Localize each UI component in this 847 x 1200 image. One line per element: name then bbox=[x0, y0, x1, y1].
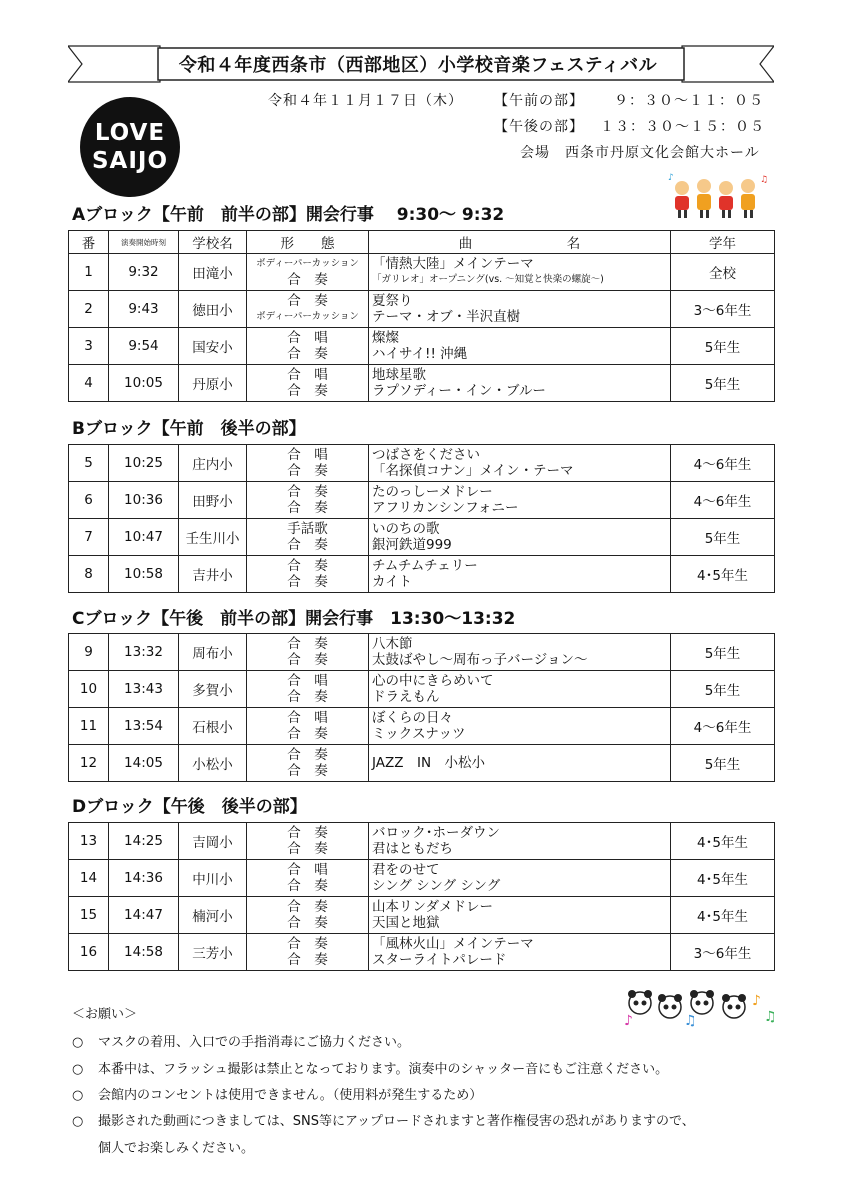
form-line: 合 奏 bbox=[287, 825, 328, 841]
form-line: ボディーパーカッション bbox=[256, 258, 359, 269]
row-form bbox=[247, 823, 369, 860]
form-line: 合 唱 bbox=[287, 447, 328, 463]
row-time: 14:05 bbox=[109, 745, 179, 782]
row-num: 5 bbox=[69, 445, 109, 482]
svg-text:♫: ♫ bbox=[760, 175, 768, 185]
header-song: 曲 名 bbox=[369, 231, 671, 254]
row-school: 中川小 bbox=[179, 860, 247, 897]
row-num: 8 bbox=[69, 556, 109, 593]
row-grade: 5年生 bbox=[671, 328, 775, 365]
row-school: 小松小 bbox=[179, 745, 247, 782]
row-grade: 4･5年生 bbox=[671, 823, 775, 860]
row-time: 10:36 bbox=[109, 482, 179, 519]
note-text: 撮影された動画につきましては、SNS等にアップロードされますと著作権侵害の恐れがありますので、 bbox=[98, 1114, 695, 1129]
row-song bbox=[369, 897, 671, 934]
row-grade: 4～6年生 bbox=[671, 708, 775, 745]
song-line: ラプソディー・イン・ブルー bbox=[372, 383, 546, 399]
row-time: 9:43 bbox=[109, 291, 179, 328]
row-form bbox=[247, 897, 369, 934]
form-line: 合 奏 bbox=[287, 484, 328, 500]
note-text: 会館内のコンセントは使用できません。（使用料が発生するため） bbox=[98, 1088, 483, 1103]
form-line: 合 奏 bbox=[287, 383, 328, 399]
block-c-table bbox=[68, 633, 775, 782]
row-school: 吉井小 bbox=[179, 556, 247, 593]
row-grade: 3～6年生 bbox=[671, 934, 775, 971]
block-b-heading: Bブロック【午前 後半の部】 bbox=[72, 419, 306, 439]
row-num: 1 bbox=[69, 254, 109, 291]
row-form bbox=[247, 745, 369, 782]
song-line: 銀河鉄道999 bbox=[372, 537, 452, 553]
row-time: 13:54 bbox=[109, 708, 179, 745]
row-num: 2 bbox=[69, 291, 109, 328]
form-line: 合 奏 bbox=[287, 747, 328, 763]
row-form bbox=[247, 291, 369, 328]
song-line: ミックスナッツ bbox=[372, 726, 466, 742]
row-grade: 5年生 bbox=[671, 745, 775, 782]
form-line: 合 奏 bbox=[287, 636, 328, 652]
song-line: 燦燦 bbox=[372, 330, 399, 346]
table-row bbox=[69, 671, 775, 708]
row-song bbox=[369, 482, 671, 519]
row-num: 3 bbox=[69, 328, 109, 365]
row-num: 9 bbox=[69, 634, 109, 671]
row-grade: 5年生 bbox=[671, 671, 775, 708]
svg-text:♪: ♪ bbox=[752, 993, 761, 1009]
row-song bbox=[369, 254, 671, 291]
form-line: 合 奏 bbox=[287, 899, 328, 915]
row-form bbox=[247, 671, 369, 708]
logo-line-1: LOVE bbox=[94, 120, 166, 146]
row-grade: 4～6年生 bbox=[671, 482, 775, 519]
am-session-time: ９：３０～１１：０５ bbox=[614, 93, 764, 109]
row-song bbox=[369, 860, 671, 897]
row-form bbox=[247, 860, 369, 897]
pm-session-time: １３：３０～１５：０５ bbox=[600, 119, 765, 135]
row-song bbox=[369, 291, 671, 328]
song-line: 太鼓ばやし～周布っ子バージョン～ bbox=[372, 652, 588, 668]
song-line: 夏祭り bbox=[372, 293, 413, 309]
song-line: 心の中にきらめいて bbox=[372, 673, 494, 689]
header-school: 学校名 bbox=[179, 231, 247, 254]
row-school: 国安小 bbox=[179, 328, 247, 365]
row-form bbox=[247, 365, 369, 402]
header-grade: 学年 bbox=[671, 231, 775, 254]
venue: 会場 西条市丹原文化会館大ホール bbox=[520, 145, 760, 161]
row-grade: 4･5年生 bbox=[671, 897, 775, 934]
row-form bbox=[247, 519, 369, 556]
note-text: 本番中は、フラッシュ撮影は禁止となっております。演奏中のシャッター音にもご注意ください。 bbox=[98, 1062, 669, 1077]
table-row bbox=[69, 445, 775, 482]
song-line: スターライトパレード bbox=[372, 952, 507, 968]
song-line: シング シング シング bbox=[372, 878, 501, 894]
block-c-heading: Cブロック【午後 前半の部】開会行事 13:30～13:32 bbox=[72, 609, 516, 629]
row-form bbox=[247, 482, 369, 519]
song-line: ドラえもん bbox=[372, 689, 440, 705]
song-line: 天国と地獄 bbox=[372, 915, 440, 931]
form-line: 合 奏 bbox=[287, 500, 328, 516]
table-row bbox=[69, 745, 775, 782]
row-school: 多賀小 bbox=[179, 671, 247, 708]
row-song bbox=[369, 519, 671, 556]
table-row bbox=[69, 897, 775, 934]
row-num: 12 bbox=[69, 745, 109, 782]
svg-text:♫: ♫ bbox=[764, 1009, 777, 1025]
row-school: 吉岡小 bbox=[179, 823, 247, 860]
row-form bbox=[247, 556, 369, 593]
note-item bbox=[72, 1058, 668, 1077]
row-form bbox=[247, 328, 369, 365]
row-time: 14:47 bbox=[109, 897, 179, 934]
row-time: 9:54 bbox=[109, 328, 179, 365]
row-song bbox=[369, 365, 671, 402]
row-time: 13:43 bbox=[109, 671, 179, 708]
row-grade: 3～6年生 bbox=[671, 291, 775, 328]
row-school: 田野小 bbox=[179, 482, 247, 519]
form-line: 合 奏 bbox=[287, 878, 328, 894]
bullet-icon: ○ bbox=[72, 1088, 84, 1103]
row-num: 14 bbox=[69, 860, 109, 897]
row-time: 10:25 bbox=[109, 445, 179, 482]
row-time: 10:47 bbox=[109, 519, 179, 556]
panda-music-illustration bbox=[620, 985, 780, 1027]
row-num: 4 bbox=[69, 365, 109, 402]
song-line: バロック･ホーダウン bbox=[372, 825, 500, 841]
row-school: 丹原小 bbox=[179, 365, 247, 402]
form-line: 合 奏 bbox=[287, 652, 328, 668]
form-line: 合 奏 bbox=[287, 763, 328, 779]
song-line: チムチムチェリー bbox=[372, 558, 478, 574]
row-school: 石根小 bbox=[179, 708, 247, 745]
row-form bbox=[247, 708, 369, 745]
form-line: 合 奏 bbox=[287, 558, 328, 574]
table-row bbox=[69, 860, 775, 897]
song-line: カイト bbox=[372, 574, 413, 590]
children-singing-illustration bbox=[668, 172, 768, 220]
svg-text:♪: ♪ bbox=[668, 173, 674, 183]
event-date: 令和４年１１月１７日（木） bbox=[268, 93, 463, 109]
song-line: つばさをください bbox=[372, 447, 480, 463]
table-header-row bbox=[69, 231, 775, 254]
block-a-table bbox=[68, 230, 775, 402]
song-line: 山本リンダメドレー bbox=[372, 899, 493, 915]
row-grade: 4～6年生 bbox=[671, 445, 775, 482]
form-line: 合 唱 bbox=[287, 862, 328, 878]
row-song bbox=[369, 708, 671, 745]
table-row bbox=[69, 482, 775, 519]
row-grade: 4･5年生 bbox=[671, 556, 775, 593]
form-line: 合 唱 bbox=[287, 673, 328, 689]
table-row bbox=[69, 708, 775, 745]
form-line: 合 奏 bbox=[287, 272, 328, 288]
form-line: 手話歌 bbox=[287, 521, 328, 537]
row-form bbox=[247, 254, 369, 291]
row-form bbox=[247, 634, 369, 671]
note-item bbox=[72, 1110, 695, 1129]
block-a-heading: Aブロック【午前 前半の部】開会行事 9:30～ 9:32 bbox=[72, 205, 505, 225]
row-num: 6 bbox=[69, 482, 109, 519]
row-school: 三芳小 bbox=[179, 934, 247, 971]
row-song bbox=[369, 745, 671, 782]
row-form bbox=[247, 934, 369, 971]
page-title: 令和４年度西条市（西部地区）小学校音楽フェスティバル bbox=[178, 55, 658, 76]
note-text: マスクの着用、入口での手指消毒にご協力ください。 bbox=[98, 1035, 411, 1050]
header-form: 形 態 bbox=[247, 231, 369, 254]
form-line: 合 奏 bbox=[287, 726, 328, 742]
song-line: 「名探偵コナン」メイン・テーマ bbox=[372, 463, 574, 479]
row-time: 10:05 bbox=[109, 365, 179, 402]
form-line: 合 奏 bbox=[287, 537, 328, 553]
logo-line-2: SAIJO bbox=[91, 148, 169, 174]
song-line: 君はともだち bbox=[372, 841, 453, 857]
song-line: 君をのせて bbox=[372, 862, 440, 878]
row-time: 13:32 bbox=[109, 634, 179, 671]
block-b-table bbox=[68, 444, 775, 593]
form-line: 合 奏 bbox=[287, 574, 328, 590]
form-line: 合 奏 bbox=[287, 952, 328, 968]
table-row bbox=[69, 519, 775, 556]
form-line: 合 奏 bbox=[287, 689, 328, 705]
row-form bbox=[247, 445, 369, 482]
header-start-time: 演奏開始時刻 bbox=[109, 231, 179, 254]
bullet-icon: ○ bbox=[72, 1114, 84, 1129]
song-line: JAZZ IN 小松小 bbox=[372, 755, 486, 771]
song-line: アフリカンシンフォニー bbox=[372, 500, 519, 516]
table-row bbox=[69, 823, 775, 860]
form-line: 合 唱 bbox=[287, 330, 328, 346]
row-num: 7 bbox=[69, 519, 109, 556]
love-saijo-logo bbox=[80, 97, 180, 197]
table-row bbox=[69, 556, 775, 593]
table-row bbox=[69, 328, 775, 365]
header-num: 番 bbox=[69, 231, 109, 254]
svg-text:♪: ♪ bbox=[624, 1013, 633, 1027]
notes-heading: ＜お願い＞ bbox=[72, 1007, 138, 1022]
form-line: 合 奏 bbox=[287, 346, 328, 362]
table-row bbox=[69, 365, 775, 402]
row-grade: 5年生 bbox=[671, 365, 775, 402]
row-time: 14:58 bbox=[109, 934, 179, 971]
form-line: 合 奏 bbox=[287, 463, 328, 479]
pm-session-label: 【午後の部】 bbox=[494, 119, 584, 135]
note-continuation: 個人でお楽しみください。 bbox=[98, 1141, 255, 1156]
row-school: 周布小 bbox=[179, 634, 247, 671]
song-line: 地球星歌 bbox=[372, 367, 426, 383]
row-num: 13 bbox=[69, 823, 109, 860]
song-line: 「ガリレオ」オープニング(vs. ～知覚と快楽の螺旋～) bbox=[372, 274, 604, 285]
row-time: 10:58 bbox=[109, 556, 179, 593]
row-time: 9:32 bbox=[109, 254, 179, 291]
row-song bbox=[369, 934, 671, 971]
row-grade: 5年生 bbox=[671, 634, 775, 671]
song-line: 八木節 bbox=[372, 636, 413, 652]
note-item bbox=[72, 1084, 482, 1103]
row-time: 14:25 bbox=[109, 823, 179, 860]
row-num: 10 bbox=[69, 671, 109, 708]
block-d-heading: Dブロック【午後 後半の部】 bbox=[72, 797, 307, 817]
form-line: 合 奏 bbox=[287, 936, 328, 952]
row-time: 14:36 bbox=[109, 860, 179, 897]
table-row bbox=[69, 291, 775, 328]
bullet-icon: ○ bbox=[72, 1035, 84, 1050]
row-school: 庄内小 bbox=[179, 445, 247, 482]
form-line: 合 奏 bbox=[287, 293, 328, 309]
row-song bbox=[369, 823, 671, 860]
row-school: 徳田小 bbox=[179, 291, 247, 328]
song-line: テーマ・オブ・半沢直樹 bbox=[372, 309, 521, 325]
note-item bbox=[72, 1031, 410, 1050]
row-song bbox=[369, 671, 671, 708]
row-song bbox=[369, 445, 671, 482]
row-school: 楠河小 bbox=[179, 897, 247, 934]
song-line: 「情熱大陸」メインテーマ bbox=[372, 256, 534, 272]
form-line: 合 奏 bbox=[287, 915, 328, 931]
song-line: たのっしーメドレー bbox=[372, 484, 493, 500]
row-num: 16 bbox=[69, 934, 109, 971]
row-school: 壬生川小 bbox=[179, 519, 247, 556]
table-row bbox=[69, 934, 775, 971]
row-num: 15 bbox=[69, 897, 109, 934]
table-row bbox=[69, 634, 775, 671]
svg-text:♫: ♫ bbox=[684, 1013, 697, 1027]
song-line: 「風林火山」メインテーマ bbox=[372, 936, 534, 952]
am-session-label: 【午前の部】 bbox=[494, 93, 584, 109]
row-num: 11 bbox=[69, 708, 109, 745]
bullet-icon: ○ bbox=[72, 1062, 84, 1077]
form-line: 合 唱 bbox=[287, 710, 328, 726]
row-school: 田滝小 bbox=[179, 254, 247, 291]
table-row bbox=[69, 254, 775, 291]
song-line: いのちの歌 bbox=[372, 521, 440, 537]
row-song bbox=[369, 328, 671, 365]
row-grade: 4･5年生 bbox=[671, 860, 775, 897]
row-grade: 5年生 bbox=[671, 519, 775, 556]
form-line: 合 唱 bbox=[287, 367, 328, 383]
row-song bbox=[369, 556, 671, 593]
form-line: 合 奏 bbox=[287, 841, 328, 857]
form-line: ボディーパーカッション bbox=[256, 311, 359, 322]
block-d-table bbox=[68, 822, 775, 971]
song-line: ハイサイ!! 沖縄 bbox=[372, 346, 468, 362]
row-grade: 全校 bbox=[671, 254, 775, 291]
row-song bbox=[369, 634, 671, 671]
song-line: ぼくらの日々 bbox=[372, 710, 453, 726]
